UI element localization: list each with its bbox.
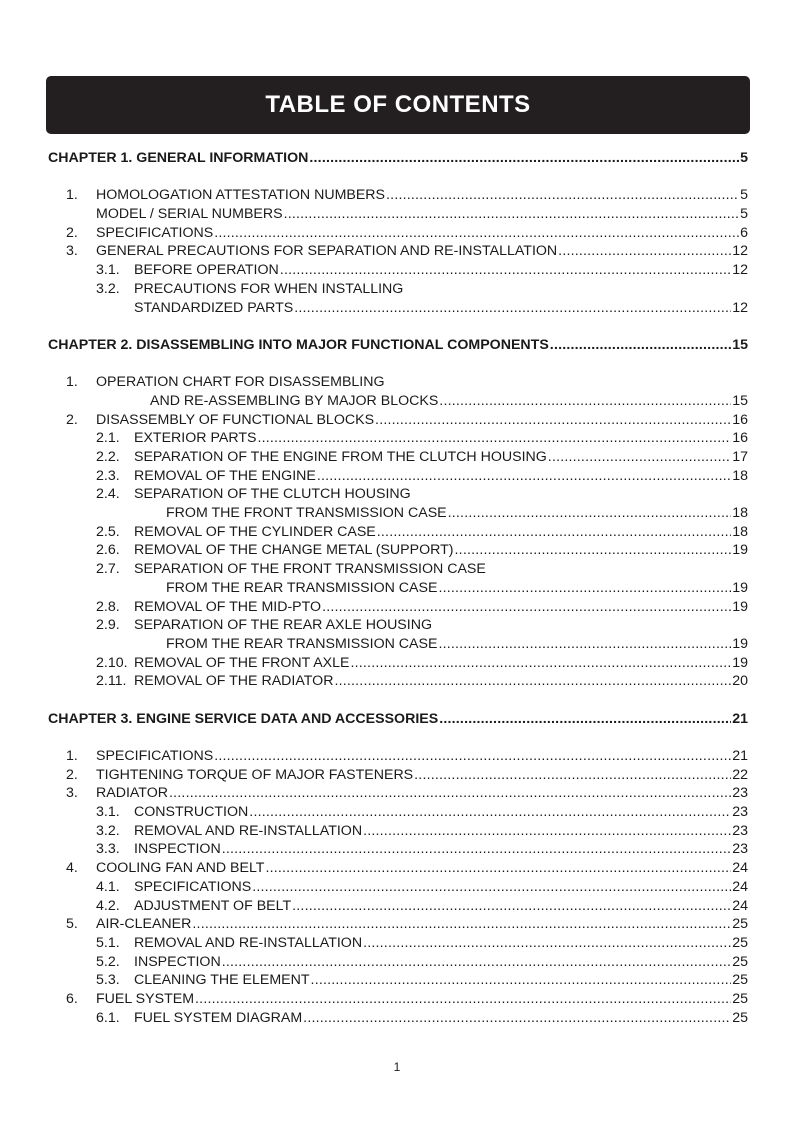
toc-entry-number: 2.4. [96,486,120,503]
toc-entry-label: RADIATOR [96,785,168,802]
toc-dot-leader [294,299,731,318]
toc-entry-page: 25 [732,916,748,933]
toc-dot-leader [252,878,731,897]
toc-dot-leader [350,654,731,673]
toc-dot-leader [550,336,731,355]
toc-spacer [48,728,748,747]
toc-dot-leader [222,953,732,972]
toc-entry-page: 21 [732,710,748,727]
toc-subentry[interactable] [48,523,748,542]
toc-dot-leader [284,205,740,224]
toc-dot-leader [309,149,739,168]
toc-entry-label: FROM THE REAR TRANSMISSION CASE [166,579,438,596]
toc-subentry[interactable] [48,953,748,972]
toc-entry-number: 3.3. [96,841,120,858]
toc-dot-leader [303,1009,731,1028]
toc-dot-leader [192,915,731,934]
toc-subentry[interactable] [48,560,748,579]
toc-entry-label: SEPARATION OF THE ENGINE FROM THE CLUTCH HOUSING [134,449,547,465]
toc-entry-number: 4. [66,860,78,877]
toc-subentry[interactable] [48,878,748,897]
toc-subentry[interactable] [48,971,748,990]
toc-dot-leader [386,186,739,205]
toc-dot-leader [317,467,731,486]
toc-dot-leader [438,579,731,598]
toc-entry-page: 18 [732,467,748,484]
toc-entry-page: 12 [732,243,748,260]
toc-entry-label: SPECIFICATIONS [134,878,252,895]
toc-entry-continuation[interactable] [48,299,748,318]
toc-entry-label: REMOVAL OF THE RADIATOR [134,673,334,690]
toc-entry[interactable] [48,242,748,261]
toc-entry-page: 25 [732,934,748,951]
toc-entry[interactable] [48,224,748,243]
toc-entry-number: 2.10. [96,654,128,671]
toc-entry-page: 25 [732,1009,748,1026]
toc-entry-page: 22 [732,766,748,783]
toc-subentry[interactable] [48,672,748,691]
toc-entry-page: 12 [732,262,748,279]
toc-entry-number: 2. [66,411,78,428]
toc-entry-page: 15 [732,392,748,409]
toc-entry-label: COOLING FAN AND BELT [96,860,265,877]
toc-entry-page: 24 [732,860,748,877]
toc-entry[interactable] [48,747,748,766]
toc-entry-page: 18 [732,523,748,540]
toc-entry-number: 2.5. [96,523,120,540]
toc-dot-leader [448,504,732,523]
toc-entry-page: 17 [732,449,748,465]
toc-entry-number: 4.2. [96,897,120,914]
toc-subentry[interactable] [48,467,748,486]
toc-entry-number: 2.9. [96,617,120,634]
toc-entry-label: EXTERIOR PARTS [134,430,257,447]
toc-dot-leader [322,598,731,617]
toc-entry-page: 24 [732,897,748,914]
toc-entry-page: 23 [732,804,748,821]
toc-entry-label: SPECIFICATIONS [96,748,214,764]
toc-entry-label: ADJUSTMENT OF BELT [134,897,292,914]
toc-entry-page: 5 [740,187,748,204]
toc-entry-page: 18 [732,505,748,522]
toc-spacer [48,168,748,187]
toc-entry-label: CHAPTER 1. GENERAL INFORMATION [48,150,309,166]
toc-chapter-entry[interactable] [48,710,748,729]
toc-entry[interactable] [48,766,748,785]
toc-entry-page: 25 [732,990,748,1007]
toc-entry-label: OPERATION CHART FOR DISASSEMBLING [96,374,385,391]
toc-entry-page: 12 [732,299,748,316]
toc-entry-page: 5 [740,150,748,166]
table-of-contents [48,149,748,1027]
toc-entry-number: 5. [66,916,78,933]
toc-entry[interactable] [48,915,748,934]
toc-entry-page: 19 [732,635,748,652]
page-number: 1 [393,1060,401,1074]
toc-subentry[interactable] [48,485,748,504]
toc-subentry[interactable] [48,261,748,280]
toc-entry-page: 19 [732,598,748,615]
toc-entry-number: 5.2. [96,953,120,970]
toc-entry-page: 20 [732,673,748,690]
toc-entry-label: SEPARATION OF THE CLUTCH HOUSING [134,486,411,503]
toc-chapter-entry[interactable] [48,336,748,355]
toc-entry-page: 23 [732,841,748,858]
toc-dot-leader [222,840,732,859]
toc-dot-leader [375,411,731,430]
toc-entry[interactable] [48,411,748,430]
toc-entry-number: 6. [66,990,78,1007]
toc-entry-label: FUEL SYSTEM DIAGRAM [134,1009,303,1026]
toc-entry-page: 15 [732,336,748,353]
toc-chapter-entry[interactable] [48,149,748,168]
toc-entry-number: 1. [66,187,78,204]
toc-entry-continuation[interactable] [48,205,748,224]
toc-subentry[interactable] [48,822,748,841]
toc-entry-label: TIGHTENING TORQUE OF MAJOR FASTENERS [96,766,414,783]
toc-entry-label: AND RE-ASSEMBLING BY MAJOR BLOCKS [150,392,439,409]
toc-spacer [48,691,748,710]
toc-entry-label: PRECAUTIONS FOR WHEN INSTALLING [134,280,404,297]
page-title: TABLE OF CONTENTS [265,91,531,118]
toc-dot-leader [265,859,731,878]
toc-entry-number: 3.1. [96,804,120,821]
toc-dot-leader [257,429,731,448]
toc-entry-label: CLEANING THE ELEMENT [134,972,310,989]
toc-entry-number: 3. [66,785,78,802]
toc-dot-leader [439,392,731,411]
toc-dot-leader [438,635,731,654]
toc-entry-number: 5.3. [96,972,120,989]
toc-dot-leader [548,448,731,467]
toc-entry-page: 19 [732,654,748,671]
toc-entry-label: FROM THE REAR TRANSMISSION CASE [166,635,438,652]
toc-dot-leader [214,747,731,766]
toc-entry-label: REMOVAL OF THE MID-PTO [134,598,322,615]
toc-entry-label: CHAPTER 3. ENGINE SERVICE DATA AND ACCESSORIES [48,710,439,727]
toc-entry-number: 2.3. [96,467,120,484]
toc-entry-number: 5.1. [96,934,120,951]
toc-entry-number: 3.2. [96,822,120,839]
toc-entry-page: 21 [732,748,748,764]
toc-subentry[interactable] [48,897,748,916]
toc-subentry[interactable] [48,803,748,822]
toc-entry-number: 2. [66,224,78,241]
toc-entry-page: 25 [732,972,748,989]
toc-dot-leader [558,242,731,261]
toc-entry-label: REMOVAL OF THE ENGINE [134,467,316,484]
toc-entry-number: 2.11. [96,673,127,690]
toc-subentry[interactable] [48,934,748,953]
toc-entry-number: 2. [66,766,78,783]
toc-spacer [48,355,748,374]
toc-entry-continuation[interactable] [48,635,748,654]
toc-entry[interactable] [48,990,748,1009]
toc-entry-number: 3.1. [96,262,120,279]
toc-entry-label: AIR-CLEANER [96,916,192,933]
toc-entry-label: BEFORE OPERATION [134,262,279,279]
toc-entry-label: SPECIFICATIONS [96,224,214,241]
toc-entry-label: INSPECTION [134,953,221,970]
toc-entry-continuation[interactable] [48,579,748,598]
toc-entry-number: 1. [66,374,78,391]
toc-entry-label: CHAPTER 2. DISASSEMBLING INTO MAJOR FUNCTIONAL COMPONENTS [48,336,549,353]
toc-entry-page: 5 [740,206,748,223]
toc-dot-leader [377,523,731,542]
toc-entry[interactable] [48,373,748,392]
toc-dot-leader [439,710,731,729]
toc-entry-page: 19 [732,579,748,596]
toc-dot-leader [334,672,731,691]
toc-entry-number: 4.1. [96,878,120,895]
toc-subentry[interactable] [48,448,748,467]
toc-entry-number: 2.6. [96,542,120,559]
toc-subentry[interactable] [48,654,748,673]
toc-subentry[interactable] [48,1009,748,1028]
toc-dot-leader [311,971,732,990]
toc-subentry[interactable] [48,616,748,635]
toc-entry-label: MODEL / SERIAL NUMBERS [96,206,283,223]
toc-entry-page: 25 [732,953,748,970]
toc-entry[interactable] [48,859,748,878]
toc-entry-page: 24 [732,878,748,895]
toc-entry-label: INSPECTION [134,841,221,858]
toc-entry-page: 23 [732,785,748,802]
toc-dot-leader [363,934,731,953]
toc-dot-leader [414,766,731,785]
toc-entry-number: 2.8. [96,598,120,615]
toc-dot-leader [292,897,731,916]
toc-entry-label: REMOVAL AND RE-INSTALLATION [134,934,363,951]
toc-entry-label: GENERAL PRECAUTIONS FOR SEPARATION AND RE-INSTALLATION [96,243,558,260]
toc-entry-label: FROM THE FRONT TRANSMISSION CASE [166,505,447,522]
toc-entry-label: SEPARATION OF THE REAR AXLE HOUSING [134,617,432,634]
toc-entry-number: 3. [66,243,78,260]
toc-entry-number: 3.2. [96,280,120,297]
toc-dot-leader [280,261,731,280]
toc-entry-page: 19 [732,542,748,559]
toc-entry-label: REMOVAL OF THE CHANGE METAL (SUPPORT) [134,542,454,559]
toc-entry-label: REMOVAL OF THE FRONT AXLE [134,654,350,671]
toc-entry-page: 16 [732,430,748,447]
toc-entry-label: FUEL SYSTEM [96,990,195,1007]
toc-header-banner [46,76,750,134]
toc-dot-leader [455,541,732,560]
toc-subentry[interactable] [48,280,748,299]
toc-entry[interactable] [48,784,748,803]
toc-entry-page: 6 [740,224,748,241]
toc-entry-label: SEPARATION OF THE FRONT TRANSMISSION CASE [134,561,486,578]
toc-entry-continuation[interactable] [48,504,748,523]
toc-subentry[interactable] [48,429,748,448]
toc-dot-leader [249,803,731,822]
toc-subentry[interactable] [48,840,748,859]
toc-entry-page: 16 [732,411,748,428]
toc-entry-number: 2.2. [96,449,120,465]
toc-dot-leader [195,990,731,1009]
toc-entry-continuation[interactable] [48,392,748,411]
toc-entry-number: 2.1. [96,430,120,447]
toc-entry-number: 6.1. [96,1009,120,1026]
toc-dot-leader [363,822,731,841]
toc-entry[interactable] [48,186,748,205]
toc-subentry[interactable] [48,541,748,560]
toc-entry-label: STANDARDIZED PARTS [134,299,294,316]
toc-entry-label: DISASSEMBLY OF FUNCTIONAL BLOCKS [96,411,375,428]
toc-entry-label: HOMOLOGATION ATTESTATION NUMBERS [96,187,386,204]
toc-entry-number: 2.7. [96,561,120,578]
toc-entry-label: REMOVAL AND RE-INSTALLATION [134,822,363,839]
toc-dot-leader [214,224,739,243]
toc-entry-number: 1. [66,748,78,764]
toc-dot-leader [169,784,731,803]
toc-spacer [48,317,748,336]
toc-entry-label: CONSTRUCTION [134,804,249,821]
toc-entry-label: REMOVAL OF THE CYLINDER CASE [134,523,376,540]
toc-entry-page: 23 [732,822,748,839]
toc-subentry[interactable] [48,598,748,617]
